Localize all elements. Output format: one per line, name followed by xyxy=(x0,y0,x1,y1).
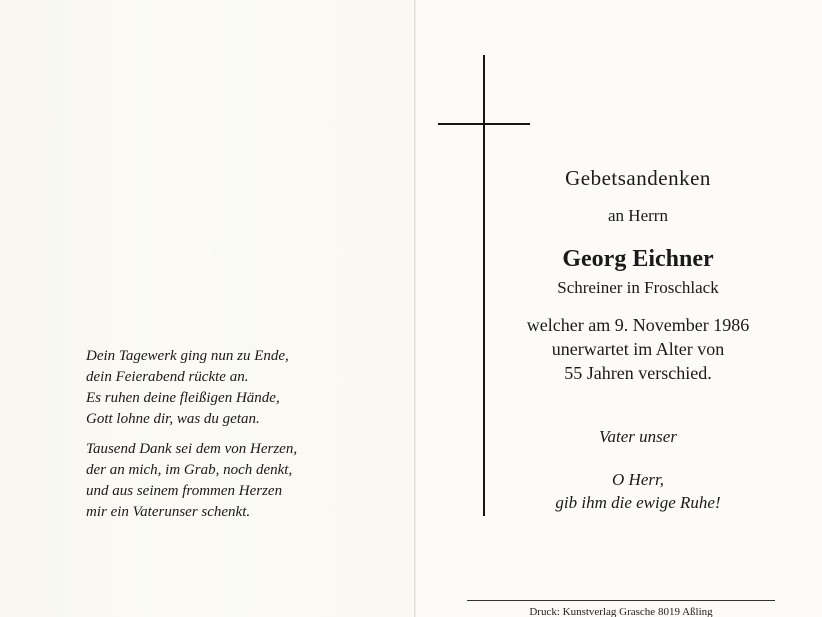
poem-line: Es ruhen deine fleißigen Hände, xyxy=(86,390,280,406)
prayer-heading: Vater unser xyxy=(599,427,677,446)
salutation: an Herrn xyxy=(608,206,668,225)
poem-line: und aus seinem frommen Herzen xyxy=(86,483,283,499)
closing-line: gib ihm die ewige Ruhe! xyxy=(555,493,721,512)
poem-line: der an mich, im Grab, noch denkt, xyxy=(86,462,293,478)
poem-line: Dein Tagewerk ging nun zu Ende, xyxy=(86,348,289,364)
cross-icon-horizontal xyxy=(438,123,530,125)
poem-line: Tausend Dank sei dem von Herzen, xyxy=(86,441,298,457)
death-line: unerwartet im Alter von xyxy=(551,339,725,359)
death-line: welcher am 9. November 1986 xyxy=(526,315,750,335)
closing-line: O Herr, xyxy=(612,470,664,489)
poem-stanza xyxy=(86,439,396,523)
deceased-name: Georg Eichner xyxy=(562,246,714,272)
profession: Schreiner in Froschlack xyxy=(557,278,719,297)
poem-line: mir ein Vaterunser schenkt. xyxy=(86,504,251,520)
poem-stanza xyxy=(86,346,396,430)
poem xyxy=(86,346,396,532)
poem-line: Gott lohne dir, was du getan. xyxy=(86,411,260,427)
poem-line: dein Feierabend rückte an. xyxy=(86,369,249,385)
footer-divider xyxy=(467,600,775,601)
card-title: Gebetsandenken xyxy=(565,166,711,190)
death-line: 55 Jahren verschied. xyxy=(564,363,712,383)
printer-imprint: Druck: Kunstverlag Grasche 8019 Aßling xyxy=(529,606,713,617)
right-panel xyxy=(416,0,822,617)
